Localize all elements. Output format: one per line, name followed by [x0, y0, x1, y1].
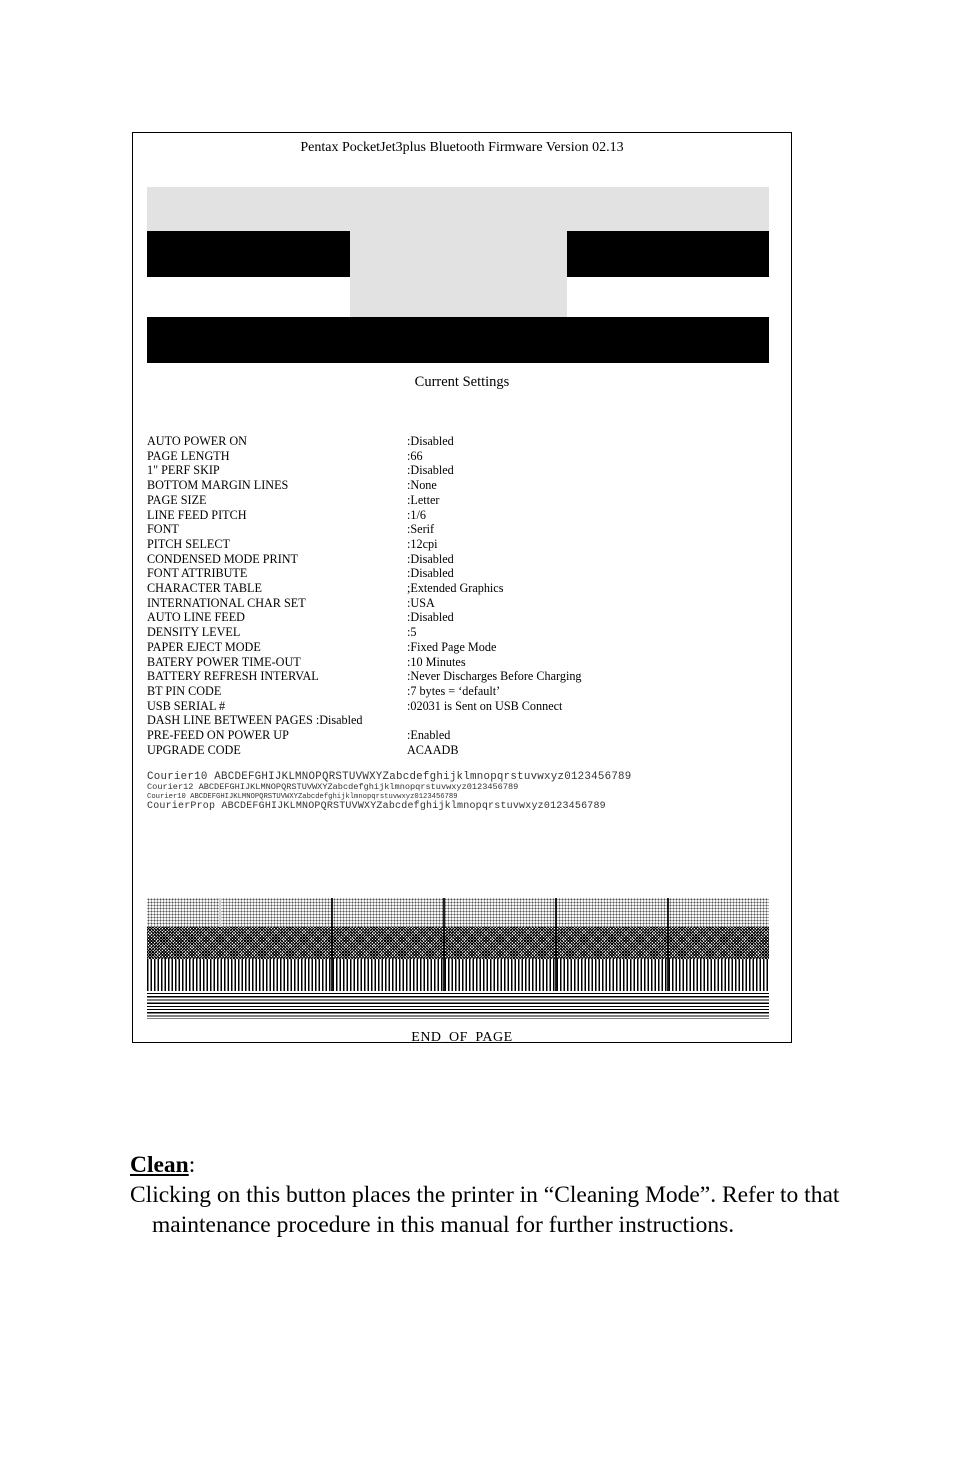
setting-key: PITCH SELECT: [147, 536, 230, 551]
black-test-block-wide: [147, 317, 769, 363]
setting-value: :Disabled: [407, 551, 454, 566]
firmware-title: Pentax PocketJet3plus Bluetooth Firmware Version 02.13: [300, 140, 624, 155]
setting-row: [147, 684, 767, 699]
setting-key: FONT: [147, 522, 179, 537]
band-separator: [555, 898, 557, 991]
end-of-page-label: END_OF_PAGE: [411, 1030, 513, 1045]
setting-key: 1" PERF SKIP: [147, 463, 220, 478]
clean-heading: Clean: [130, 1152, 189, 1178]
setting-value: :Disabled: [407, 566, 454, 581]
setting-value: :10 Minutes: [407, 654, 466, 669]
setting-row: [147, 434, 767, 449]
font-samples: [147, 771, 632, 813]
band-separator: [331, 898, 333, 991]
setting-row: [147, 728, 767, 743]
setting-value: :Letter: [407, 492, 440, 507]
settings-heading: Current Settings: [414, 374, 510, 390]
setting-key: PAGE LENGTH: [147, 448, 230, 463]
setting-key: AUTO POWER ON: [147, 434, 247, 448]
dot-pattern-band: [147, 898, 769, 927]
setting-key: PAPER EJECT MODE: [147, 639, 261, 654]
grey-test-block-top: [147, 187, 769, 231]
setting-value: :Enabled: [407, 728, 451, 743]
setting-value: :Serif: [407, 522, 435, 537]
horizontal-line-band: [147, 991, 769, 1019]
band-separator: [443, 898, 445, 991]
setting-row: [147, 552, 767, 567]
clean-description: Clicking on this button places the printer in “Cleaning Mode”. Refer to that maintenance procedure in this manual for further instructions.: [130, 1182, 840, 1238]
setting-key: PAGE SIZE: [147, 492, 207, 507]
setting-row: [147, 508, 767, 523]
checker-pattern-band: [147, 927, 769, 959]
setting-value: :5: [407, 625, 417, 640]
setting-row: [147, 640, 767, 655]
setting-value: :02031 is Sent on USB Connect: [407, 698, 563, 713]
manual-section: [130, 1150, 850, 1240]
setting-value: :Never Discharges Before Charging: [407, 669, 582, 684]
setting-row: [147, 566, 767, 581]
setting-row: [147, 478, 767, 493]
setting-row: [147, 655, 767, 670]
setting-value: :Disabled: [407, 434, 454, 448]
setting-key: DASH LINE BETWEEN PAGES :Disabled: [147, 713, 363, 728]
setting-value: [407, 713, 767, 728]
setting-key: BATERY POWER TIME-OUT: [147, 654, 301, 669]
setting-key: CONDENSED MODE PRINT: [147, 551, 298, 566]
setting-row: [147, 581, 767, 596]
setting-key: BT PIN CODE: [147, 683, 222, 698]
font-sample-courier10: Courier10 ABCDEFGHIJKLMNOPQRSTUVWXYZabcdefghijklmnopqrstuvwxyz0123456789: [147, 771, 632, 783]
setting-value: ;Extended Graphics: [407, 581, 504, 596]
setting-value: :Disabled: [407, 463, 454, 478]
print-pattern-bands: [147, 898, 769, 1018]
setting-row: [147, 463, 767, 478]
setting-value: :Fixed Page Mode: [407, 639, 497, 654]
setting-value: :7 bytes = ‘default’: [407, 683, 501, 698]
setting-row: [147, 669, 767, 684]
setting-row: [147, 743, 767, 758]
setting-value: ACAADB: [407, 742, 459, 757]
setting-row: [147, 493, 767, 508]
setting-row: [147, 699, 767, 714]
band-separator: [219, 898, 221, 927]
setting-value: :None: [407, 478, 437, 493]
setting-key: UPGRADE CODE: [147, 742, 241, 757]
setting-row: [147, 537, 767, 552]
setting-row: [147, 596, 767, 611]
setting-key: DENSITY LEVEL: [147, 625, 241, 640]
settings-list: [147, 434, 767, 757]
setting-key: LINE FEED PITCH: [147, 507, 247, 522]
self-test-printout: [132, 132, 792, 1043]
setting-key: CHARACTER TABLE: [147, 581, 262, 596]
band-separator: [667, 898, 669, 991]
setting-row: [147, 625, 767, 640]
font-sample-courier-small: Courier10 ABCDEFGHIJKLMNOPQRSTUVWXYZabcdefghijklmnopqrstuvwxyz0123456789: [147, 792, 458, 801]
setting-key: USB SERIAL #: [147, 698, 226, 713]
font-sample-courierprop: CourierProp ABCDEFGHIJKLMNOPQRSTUVWXYZabcdefghijklmnopqrstuvwxyz0123456789: [147, 801, 606, 812]
setting-key: INTERNATIONAL CHAR SET: [147, 595, 306, 610]
black-test-block-right: [567, 231, 769, 277]
setting-value: :1/6: [407, 507, 426, 522]
vertical-line-band: [147, 959, 769, 991]
setting-key: FONT ATTRIBUTE: [147, 566, 248, 581]
clean-heading-line: [130, 1150, 850, 1180]
setting-key: BOTTOM MARGIN LINES: [147, 478, 289, 493]
setting-value: :12cpi: [407, 536, 438, 551]
font-sample-courier12: Courier12 ABCDEFGHIJKLMNOPQRSTUVWXYZabcdefghijklmnopqrstuvwxyz0123456789: [147, 782, 519, 792]
setting-value: :USA: [407, 595, 435, 610]
grey-test-block-center: [350, 231, 567, 320]
setting-key: AUTO LINE FEED: [147, 610, 245, 625]
setting-value: :66: [407, 448, 423, 463]
setting-row: [147, 610, 767, 625]
setting-row: [147, 713, 767, 728]
clean-heading-colon: :: [188, 1152, 196, 1178]
setting-row: [147, 449, 767, 464]
setting-key: PRE-FEED ON POWER UP: [147, 728, 289, 743]
setting-row: [147, 522, 767, 537]
setting-value: :Disabled: [407, 610, 454, 625]
setting-key: BATTERY REFRESH INTERVAL: [147, 669, 319, 684]
black-test-block-left: [147, 231, 350, 277]
